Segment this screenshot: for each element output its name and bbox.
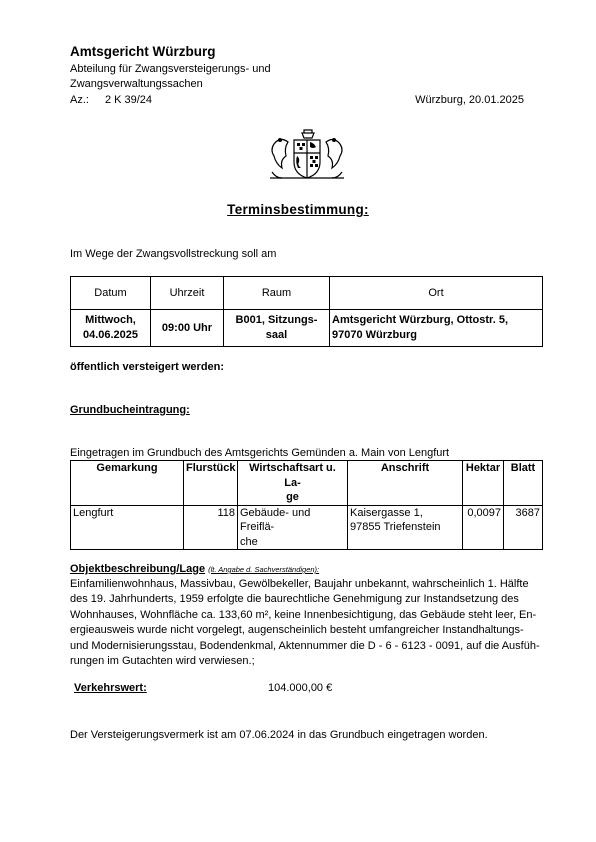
intro-text: Im Wege der Zwangsvollstreckung soll am <box>70 248 277 260</box>
appointment-table <box>70 276 543 347</box>
market-value-label: Verkehrswert: <box>74 682 147 694</box>
cell-hektar: 0,0097 <box>463 505 504 550</box>
cell-blatt: 3687 <box>504 505 543 550</box>
appointment-date <box>71 310 151 347</box>
auction-phrase: öffentlich versteigert werden: <box>70 361 225 373</box>
object-description <box>70 577 545 669</box>
object-line: des 19. Jahrhunderts, 1959 erfolgte die baurechtliche Genehmigung zur Instandsetzung des <box>70 593 519 606</box>
object-line: und Modernisierungsstau, Bodendenkmal, Aktennummer die D - 6 - 6123 - 0091, auf die Ausfüh- <box>70 639 540 652</box>
cell-anschrift-line-1: Kaisergasse 1, <box>350 506 423 519</box>
appointment-weekday: Mittwoch, <box>85 314 136 326</box>
header-hektar: Hektar <box>463 461 504 506</box>
header-gemarkung: Gemarkung <box>71 461 184 506</box>
object-line: ergieausweis wurde nicht vorgelegt, augenscheinlich besteht umfangreicher Instandhaltungs- <box>70 624 524 637</box>
header-wirtschaftsart-line-1: Wirtschaftsart u. La- <box>249 462 336 489</box>
object-line: Einfamilienwohnhaus, Massivbau, Gewölbekeller, Baujahr unbekannt, wahrscheinlich 1. Hälfte <box>70 578 529 590</box>
header-raum: Raum <box>224 277 330 310</box>
appointment-place-line-1: Amtsgericht Würzburg, Ottostr. 5, <box>332 314 509 326</box>
object-line: rungen im Gutachten wird verwiesen.; <box>70 655 255 668</box>
department-line-2: Zwangsverwaltungssachen <box>70 77 203 90</box>
appointment-header-row <box>71 277 543 310</box>
cell-wirtschaftsart-line-2: che <box>240 535 258 548</box>
cell-wirtschaftsart-line-1: Gebäude- und Freiflä- <box>240 506 311 533</box>
bavarian-coat-of-arms-icon <box>264 126 350 184</box>
object-heading <box>70 563 319 575</box>
department-line-1: Abteilung für Zwangsversteigerungs- und <box>70 63 271 75</box>
file-reference-number: 2 K 39/24 <box>104 94 153 106</box>
appointment-data-row <box>71 310 543 347</box>
header-wirtschaftsart-line-2: ge <box>286 491 299 503</box>
object-heading-title: Objektbeschreibung/Lage <box>70 563 206 575</box>
land-register-row <box>71 505 543 550</box>
header-anschrift: Anschrift <box>348 461 463 506</box>
court-name: Amtsgericht Würzburg <box>70 44 216 59</box>
cell-wirtschaftsart <box>238 505 348 550</box>
appointment-room <box>224 310 330 347</box>
cell-flurstueck: 118 <box>184 505 238 550</box>
document-title: Terminsbestimmung: <box>227 202 369 217</box>
market-value-amount: 104.000,00 € <box>268 682 333 694</box>
appointment-room-line-1: B001, Sitzungs- <box>235 314 318 326</box>
object-line: Wohnhauses, Wohnfläche ca. 133,60 m², keine Innenbesichtigung, das Gebäude steht leer, En- <box>70 608 537 621</box>
appointment-time: 09:00 Uhr <box>151 310 224 347</box>
header-blatt: Blatt <box>504 461 543 506</box>
header-ort: Ort <box>330 277 543 310</box>
cell-anschrift-line-2: 97855 Triefenstein <box>350 521 441 533</box>
land-register-heading: Grundbucheintragung: <box>70 404 190 416</box>
appointment-place <box>330 310 543 347</box>
cell-gemarkung: Lengfurt <box>71 505 184 550</box>
land-register-table <box>70 460 543 550</box>
object-heading-source: (lt. Angabe d. Sachverständigen): <box>208 565 320 574</box>
place-and-date: Würzburg, 20.01.2025 <box>415 94 524 106</box>
header-uhrzeit: Uhrzeit <box>151 277 224 310</box>
header-flurstueck: Flurstück <box>184 461 238 506</box>
appointment-place-line-2: 97070 Würzburg <box>332 329 417 341</box>
cell-anschrift <box>348 505 463 550</box>
land-register-header-row <box>71 461 543 506</box>
header-wirtschaftsart <box>238 461 348 506</box>
closing-statement: Der Versteigerungsvermerk ist am 07.06.2024 in das Grundbuch eingetragen worden. <box>70 729 488 741</box>
file-reference <box>70 94 152 106</box>
land-register-intro: Eingetragen im Grundbuch des Amtsgerichts Gemünden a. Main von Lengfurt <box>70 447 450 459</box>
header-datum: Datum <box>71 277 151 310</box>
appointment-date-value: 04.06.2025 <box>82 329 139 341</box>
file-reference-label: Az.: <box>70 94 89 106</box>
appointment-room-line-2: saal <box>265 329 288 341</box>
department-name <box>70 62 350 91</box>
